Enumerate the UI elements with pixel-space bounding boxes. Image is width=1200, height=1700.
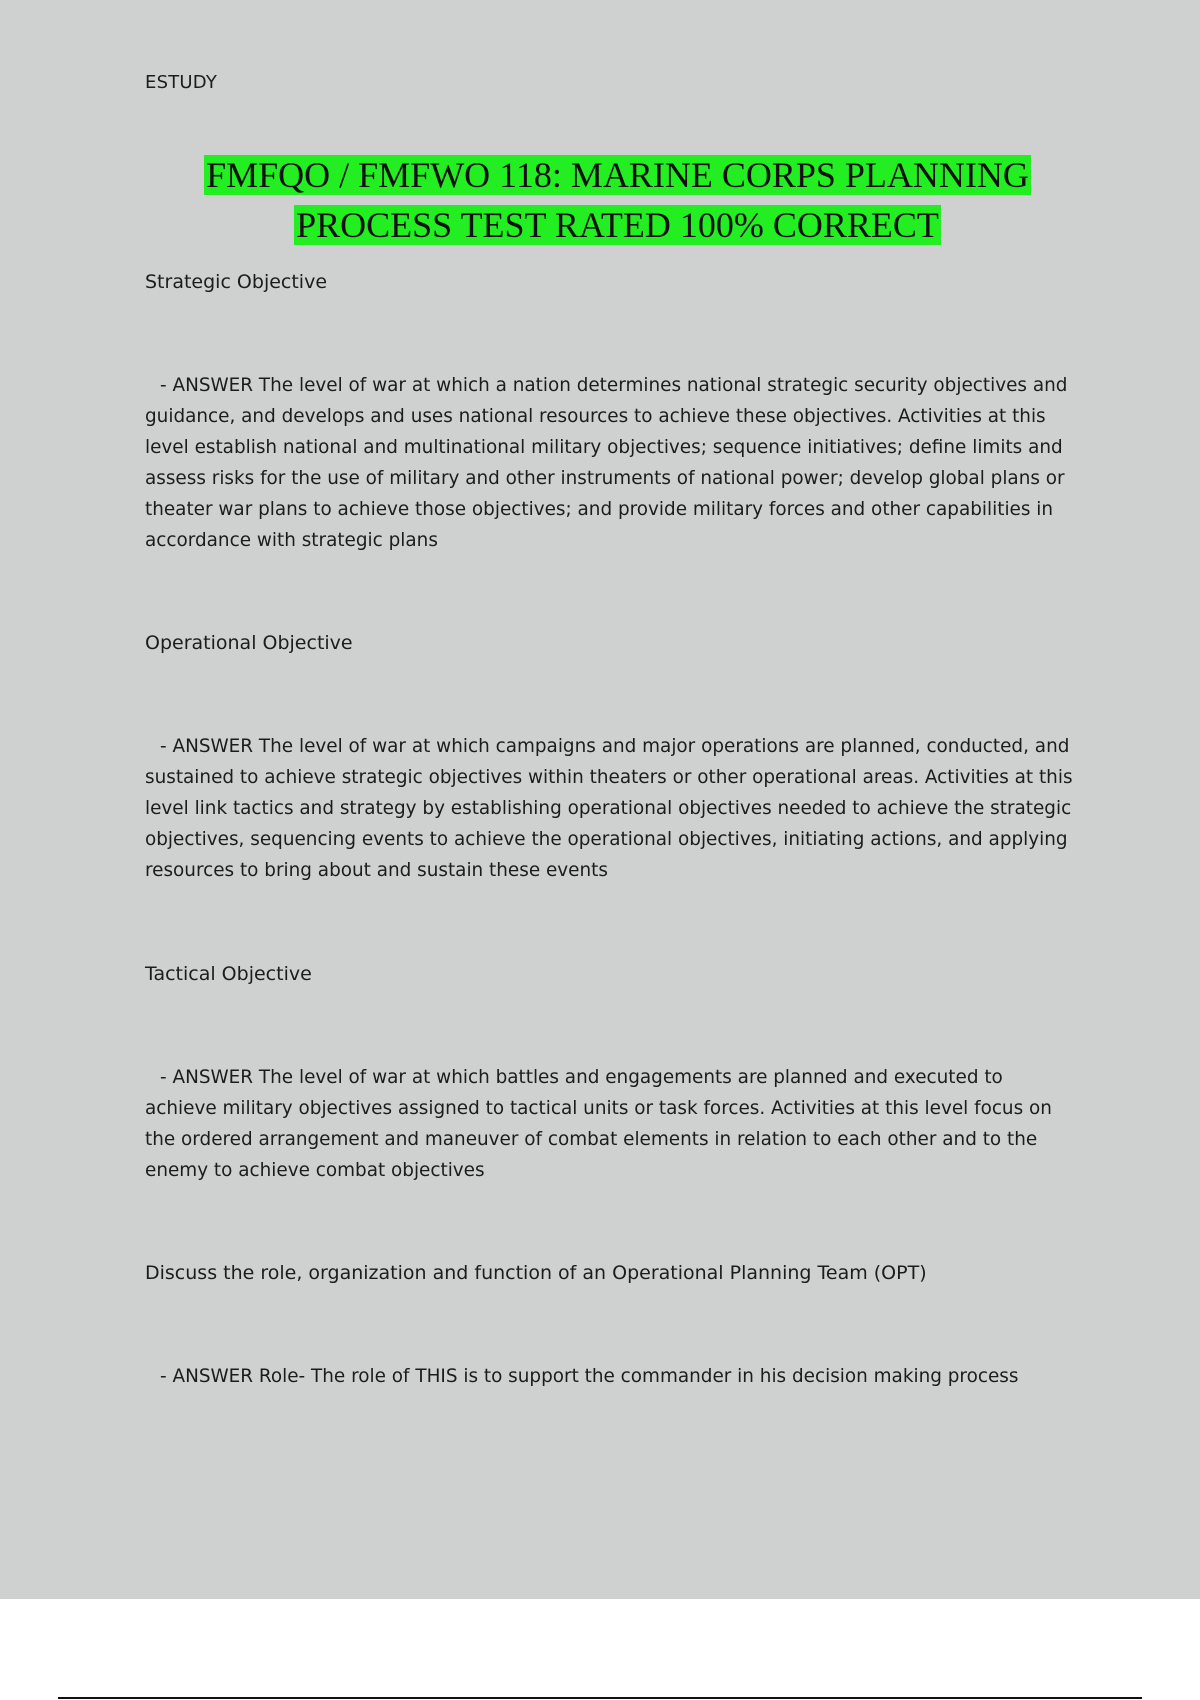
footer-divider <box>58 1697 1142 1699</box>
title-line-1: FMFQO / FMFWO 118: MARINE CORPS PLANNING <box>206 155 1029 195</box>
question-text: Discuss the role, organization and function of an Operational Planning Team (OPT) <box>145 1262 927 1284</box>
question-text: Operational Objective <box>145 632 353 654</box>
answer-text: - ANSWER The level of war at which battles and engagements are planned and executed to achieve military objectives assigned to tactical units or task forces. Activities at this level focus on the ordered arrangement and maneuver of combat elements in relation to each other and to the enemy to achieve combat objectives <box>145 1067 1052 1181</box>
qa-item-tactical <box>145 962 1075 1186</box>
title-line-2: PROCESS TEST RATED 100% CORRECT <box>296 205 939 245</box>
document-title <box>145 150 1090 250</box>
answer-text: - ANSWER The level of war at which a nation determines national strategic security objectives and guidance, and develops and uses national resources to achieve these objectives. Activities at this level establish national and multinational military objectives; sequence initiatives; define limits and assess risks for the use of military and other instruments of national power; develop global plans or theater war plans to achieve those objectives; and provide military forces and other capabilities in accordance with strategic plans <box>145 375 1068 551</box>
answer-text: - ANSWER The level of war at which campaigns and major operations are planned, conducted, and sustained to achieve strategic objectives within theaters or other operational areas. Activities at this level link tactics and strategy by establishing operational objectives needed to achieve the strategic objectives, sequencing events to achieve the operational objectives, initiating actions, and applying resources to bring about and sustain these events <box>145 736 1073 881</box>
header-label: ESTUDY <box>145 72 218 93</box>
qa-item-operational <box>145 631 1075 886</box>
question-text: Strategic Objective <box>145 271 328 293</box>
question-text: Tactical Objective <box>145 963 312 985</box>
qa-item-strategic <box>145 270 1075 556</box>
answer-text: - ANSWER Role- The role of THIS is to support the commander in his decision making process <box>160 1366 1019 1387</box>
qa-item-opt <box>145 1261 1075 1392</box>
